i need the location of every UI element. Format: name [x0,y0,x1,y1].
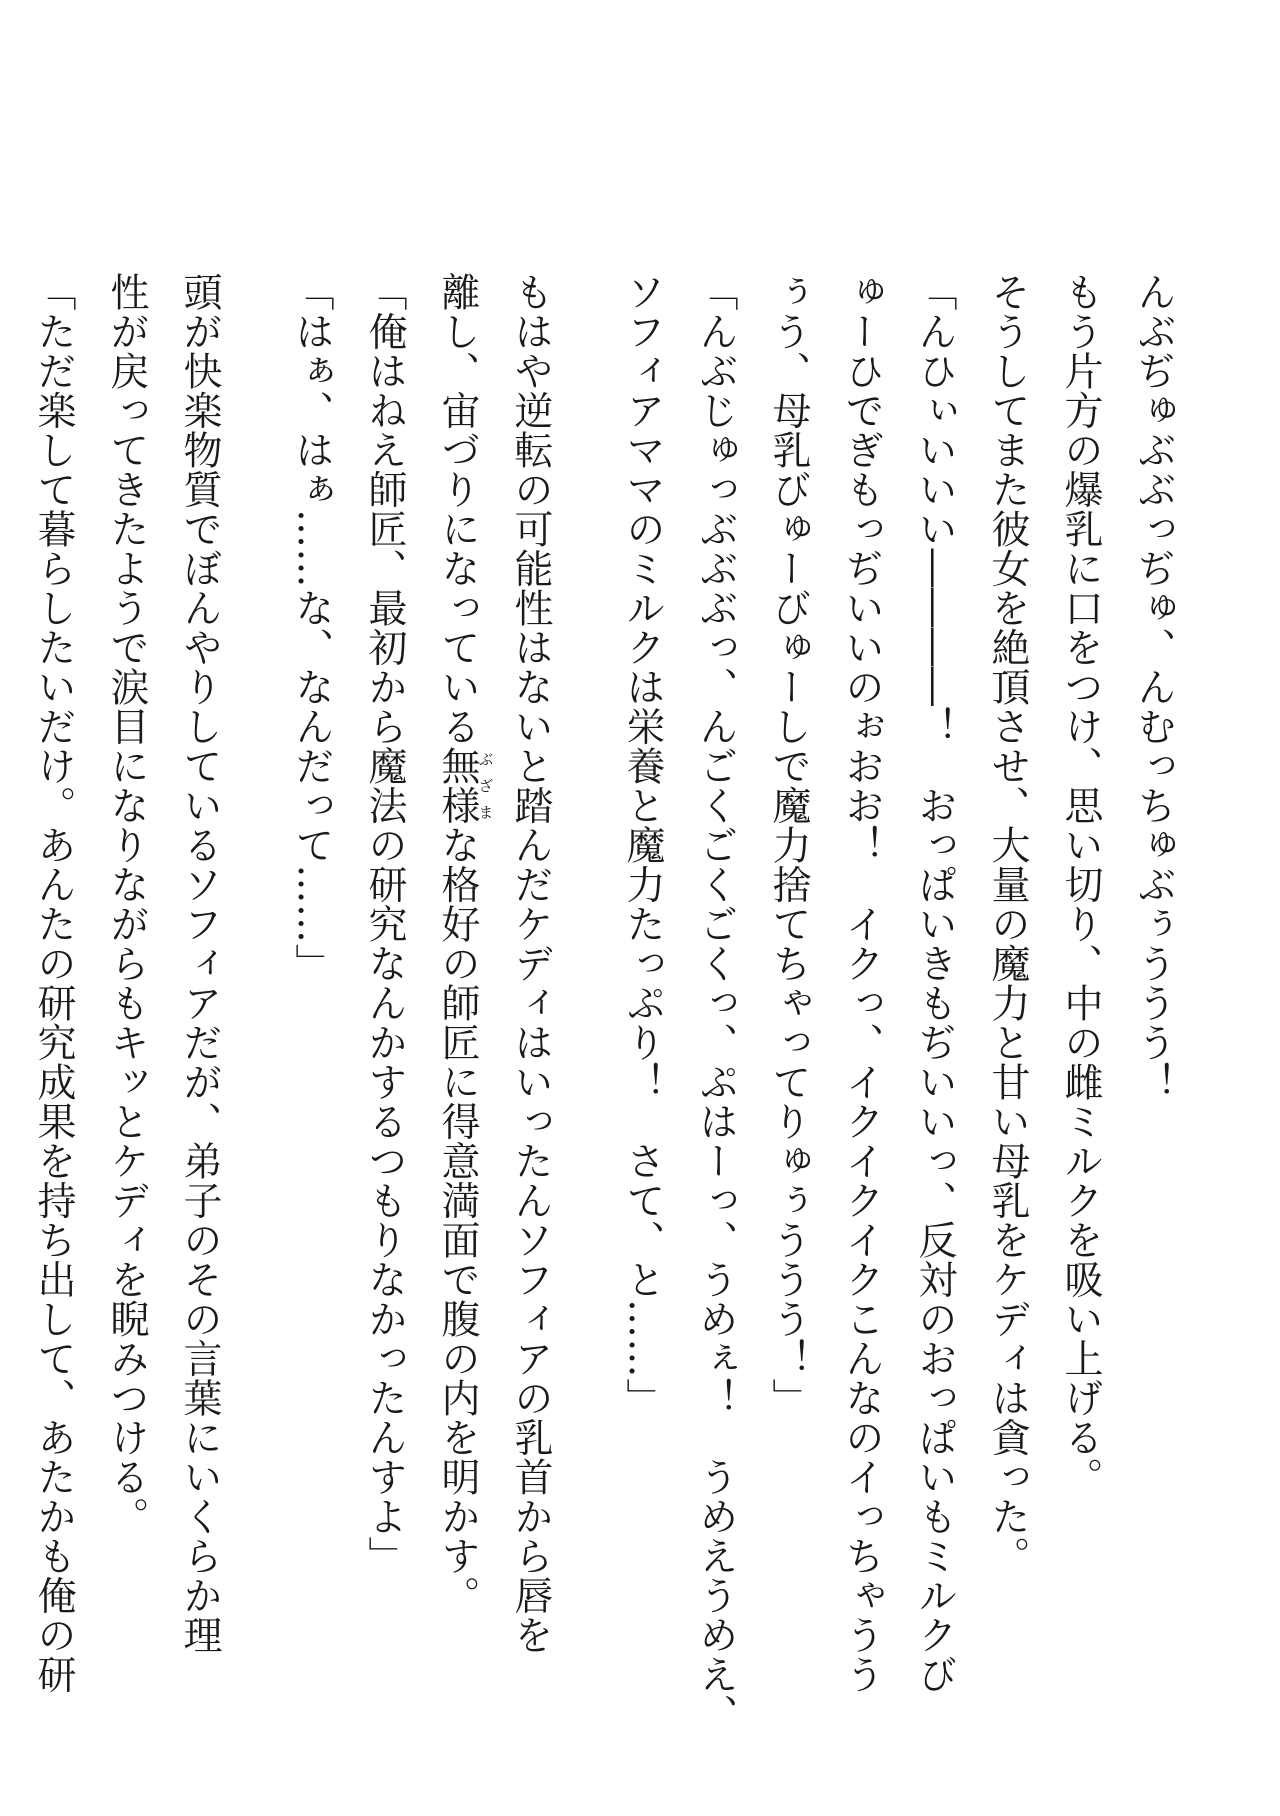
text-line: 頭が快楽物質でぼんやりしているソフィアだが、弟子のその言葉にいくらか理 [177,272,222,1655]
text-segment: な格好の師匠に得意満面で腹の内を明かす。 [435,825,480,1615]
text-line: ソフィアママのミルクは栄養と魔力たっぷり！ さて、と……」 [620,272,665,1418]
text-line: そうしてまた彼女を絶頂させ、大量の魔力と甘い母乳をケディは貪った。 [985,272,1030,1576]
ruby-base: 無様 [435,746,480,825]
text-line: ゅーひでぎもっぢいいのぉおお！ イクっ、イクイクイクこんなのイっちゃうう [839,272,884,1694]
text-line: もう片方の爆乳に口をつけ、思い切り、中の雌ミルクを吸い上げる。 [1058,272,1103,1497]
text-line: 性が戻ってきたようで涙目になりながらもキッとケディを睨みつける。 [104,272,149,1536]
text-line: もはや逆転の可能性はないと踏んだケディはいったんソフィアの乳首から唇を [508,272,553,1655]
text-line: ぅう、母乳びゅーびゅーしで魔力捨てちゃってりゅぅううう！」 [766,272,811,1418]
text-line: んぶぢゅぶぶっぢゅ、んむっちゅぶぅううう！ [1131,272,1176,1102]
text-segment: 離し、宙づりになっている [435,272,480,746]
ruby-annotation [435,746,495,825]
text-line: 「はぁ、はぁ……な、なんだって……」 [289,272,334,983]
text-line: 「ただ楽して暮らしたいだけ。あんたの研究成果を持ち出して、あたかも俺の研 [31,272,76,1694]
text-line: 「んひぃいいい――――！ おっぱいきもぢいいっ、反対のおっぱいもミルクび [912,272,957,1694]
ruby-reading: ぶざま [476,746,495,825]
vertical-text-block [17,272,1190,1812]
text-line: 「んぶじゅっぶぶぶっ、んごくごくごくっ、ぷはーっ、うめぇ！ うめえうめえ、 [693,272,738,1734]
text-line: 「俺はねえ師匠、最初から魔法の研究なんかするつもりなかったんすよ」 [362,272,407,1576]
text-line-with-ruby [421,272,494,1812]
